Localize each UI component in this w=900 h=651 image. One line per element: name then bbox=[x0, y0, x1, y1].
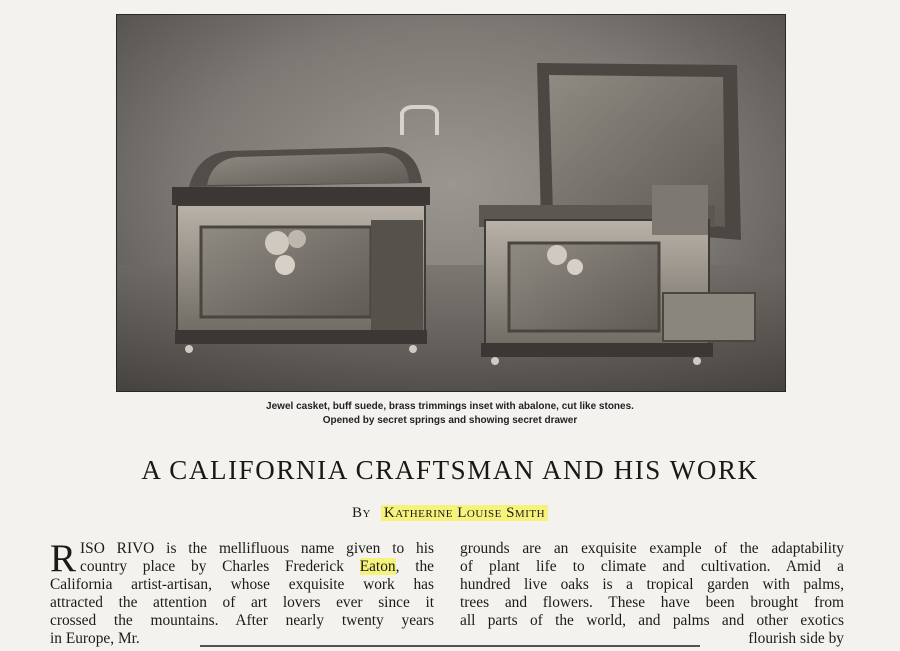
left-column bbox=[50, 537, 435, 648]
right-line-6: flourish side by bbox=[748, 630, 844, 647]
right-line-5: all parts of the world, and palms and other exotics bbox=[460, 612, 844, 629]
caption-line-2: Opened by secret springs and showing secret drawer bbox=[322, 415, 578, 426]
left-line-4: attracted the attention of art lovers ever since it bbox=[50, 594, 434, 611]
right-line-1: grounds are an exquisite example of the adaptability bbox=[460, 540, 844, 557]
author-name: Katherine Louise Smith bbox=[381, 505, 548, 521]
closed-casket bbox=[172, 107, 437, 353]
casket-illustration bbox=[117, 15, 785, 391]
right-line-4: trees and flowers. These have been brought from bbox=[460, 594, 844, 611]
right-line-3: hundred live oaks is a tropical garden with palms, bbox=[460, 576, 844, 593]
left-line-2-start: country place by Charles Frederick bbox=[80, 558, 360, 575]
figure-caption bbox=[116, 400, 784, 428]
left-line-5: crossed the mountains. After nearly twenty years bbox=[50, 612, 434, 629]
left-line-2 bbox=[50, 558, 434, 576]
byline bbox=[40, 505, 860, 522]
left-line-2-end: , the bbox=[395, 558, 435, 575]
drop-cap: R bbox=[50, 537, 77, 580]
article-title: A CALIFORNIA CRAFTSMAN AND HIS WORK bbox=[141, 455, 759, 485]
left-line-3: California artist-artisan, whose exquisite work has bbox=[50, 576, 434, 593]
left-line-1: ISO RIVO is the mellifluous name given to his bbox=[80, 540, 434, 557]
right-column bbox=[460, 540, 844, 648]
left-line-6: in Europe, Mr. bbox=[50, 630, 140, 647]
casket-photograph bbox=[116, 14, 786, 392]
caption-line-1: Jewel casket, buff suede, brass trimmings inset with abalone, cut like stones. bbox=[266, 401, 634, 412]
open-casket bbox=[479, 63, 755, 365]
inset-figure-border bbox=[200, 645, 700, 647]
right-line-2: of plant life to climate and cultivation. Amid a bbox=[460, 558, 844, 575]
byline-prefix: By bbox=[351, 505, 371, 521]
highlighted-name: Eaton bbox=[359, 558, 396, 575]
